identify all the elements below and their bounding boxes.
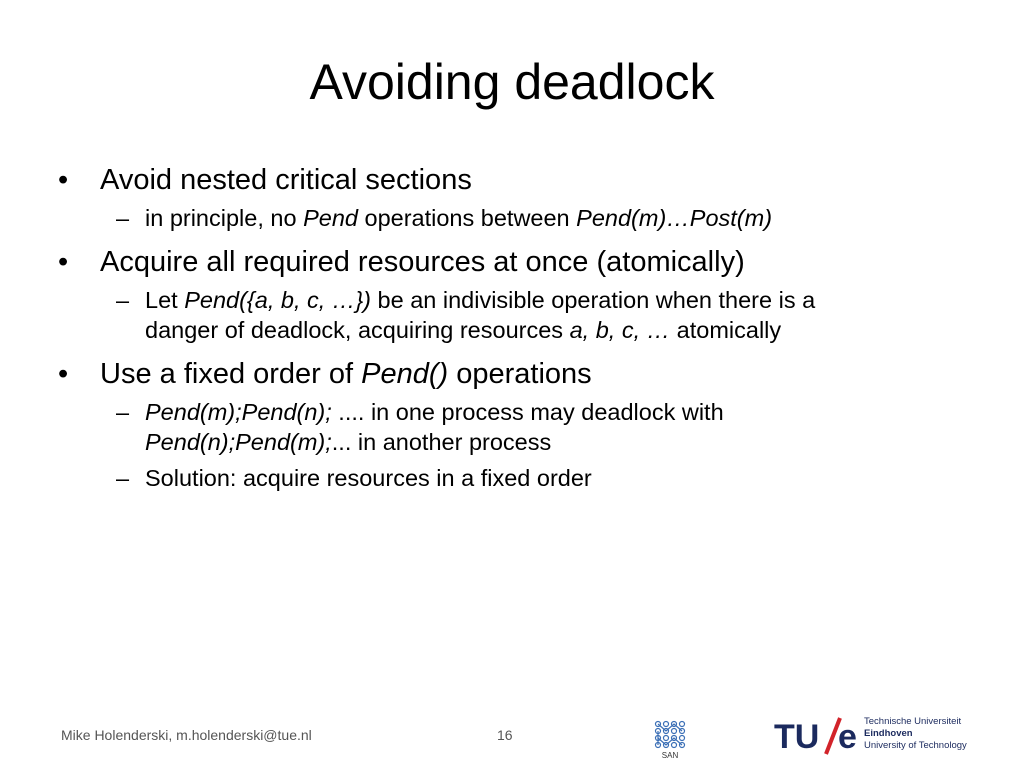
dash-icon: – bbox=[116, 465, 130, 491]
tue-line-3: University of Technology bbox=[864, 740, 967, 751]
sub-text-italic: Pend(m);Pend(n); bbox=[145, 399, 332, 425]
sub-text: Solution: acquire resources in a fixed order bbox=[145, 465, 592, 491]
sub-item-3-2 bbox=[58, 463, 968, 493]
sub-text: .... in one process may deadlock with bbox=[331, 399, 724, 425]
sub-text: Let bbox=[145, 287, 185, 313]
dash-icon: – bbox=[116, 205, 130, 231]
bullet-icon: • bbox=[58, 164, 69, 196]
bullet-icon: • bbox=[58, 246, 69, 278]
bullet-item-1 bbox=[58, 163, 968, 197]
dash-icon: – bbox=[116, 399, 130, 425]
bullet-text: operations bbox=[448, 358, 592, 390]
bullet-text: Avoid nested critical sections bbox=[100, 164, 472, 196]
bullet-text-italic: Pend() bbox=[361, 358, 449, 390]
sub-item-2-1-continued bbox=[58, 315, 968, 345]
sub-text: operations between bbox=[357, 205, 577, 231]
sub-item-3-1 bbox=[58, 397, 968, 427]
sub-text: in principle, no bbox=[145, 205, 304, 231]
tue-logo-text bbox=[864, 716, 967, 752]
svg-text:e: e bbox=[838, 718, 857, 756]
san-logo bbox=[652, 718, 688, 760]
svg-text:TU: TU bbox=[774, 718, 820, 756]
sub-item-3-1-continued bbox=[58, 427, 968, 457]
sub-text-italic: a, b, c, … bbox=[569, 317, 671, 343]
sub-text: ... in another process bbox=[331, 429, 552, 455]
sub-item-2-1 bbox=[58, 285, 968, 315]
page-number: 16 bbox=[497, 727, 513, 743]
bullet-text: Use a fixed order of bbox=[100, 358, 362, 390]
sub-text: danger of deadlock, acquiring resources bbox=[145, 317, 570, 343]
sub-text: be an indivisible operation when there is a bbox=[371, 287, 816, 313]
bullet-icon: • bbox=[58, 358, 69, 390]
dash-icon: – bbox=[116, 287, 130, 313]
sub-text-italic: Pend(n);Pend(m); bbox=[145, 429, 332, 455]
sub-text: atomically bbox=[670, 317, 782, 343]
bullet-item-3 bbox=[58, 357, 968, 391]
tue-line-1: Technische Universiteit bbox=[864, 716, 962, 727]
slide-body bbox=[58, 163, 968, 493]
bullet-text: Acquire all required resources at once (atomically) bbox=[100, 246, 745, 278]
sub-text-italic: Pend bbox=[303, 205, 358, 231]
footer-author: Mike Holenderski, m.holenderski@tue.nl bbox=[61, 727, 312, 743]
san-logo-text: SAN bbox=[661, 751, 679, 760]
sub-text-italic: Pend(m)…Post(m) bbox=[576, 205, 773, 231]
slide-title: Avoiding deadlock bbox=[309, 54, 715, 110]
sub-text-italic: Pend({a, b, c, …}) bbox=[184, 287, 371, 313]
tue-line-2: Eindhoven bbox=[864, 728, 913, 739]
bullet-item-2 bbox=[58, 245, 968, 279]
sub-item-1-1 bbox=[58, 203, 968, 233]
